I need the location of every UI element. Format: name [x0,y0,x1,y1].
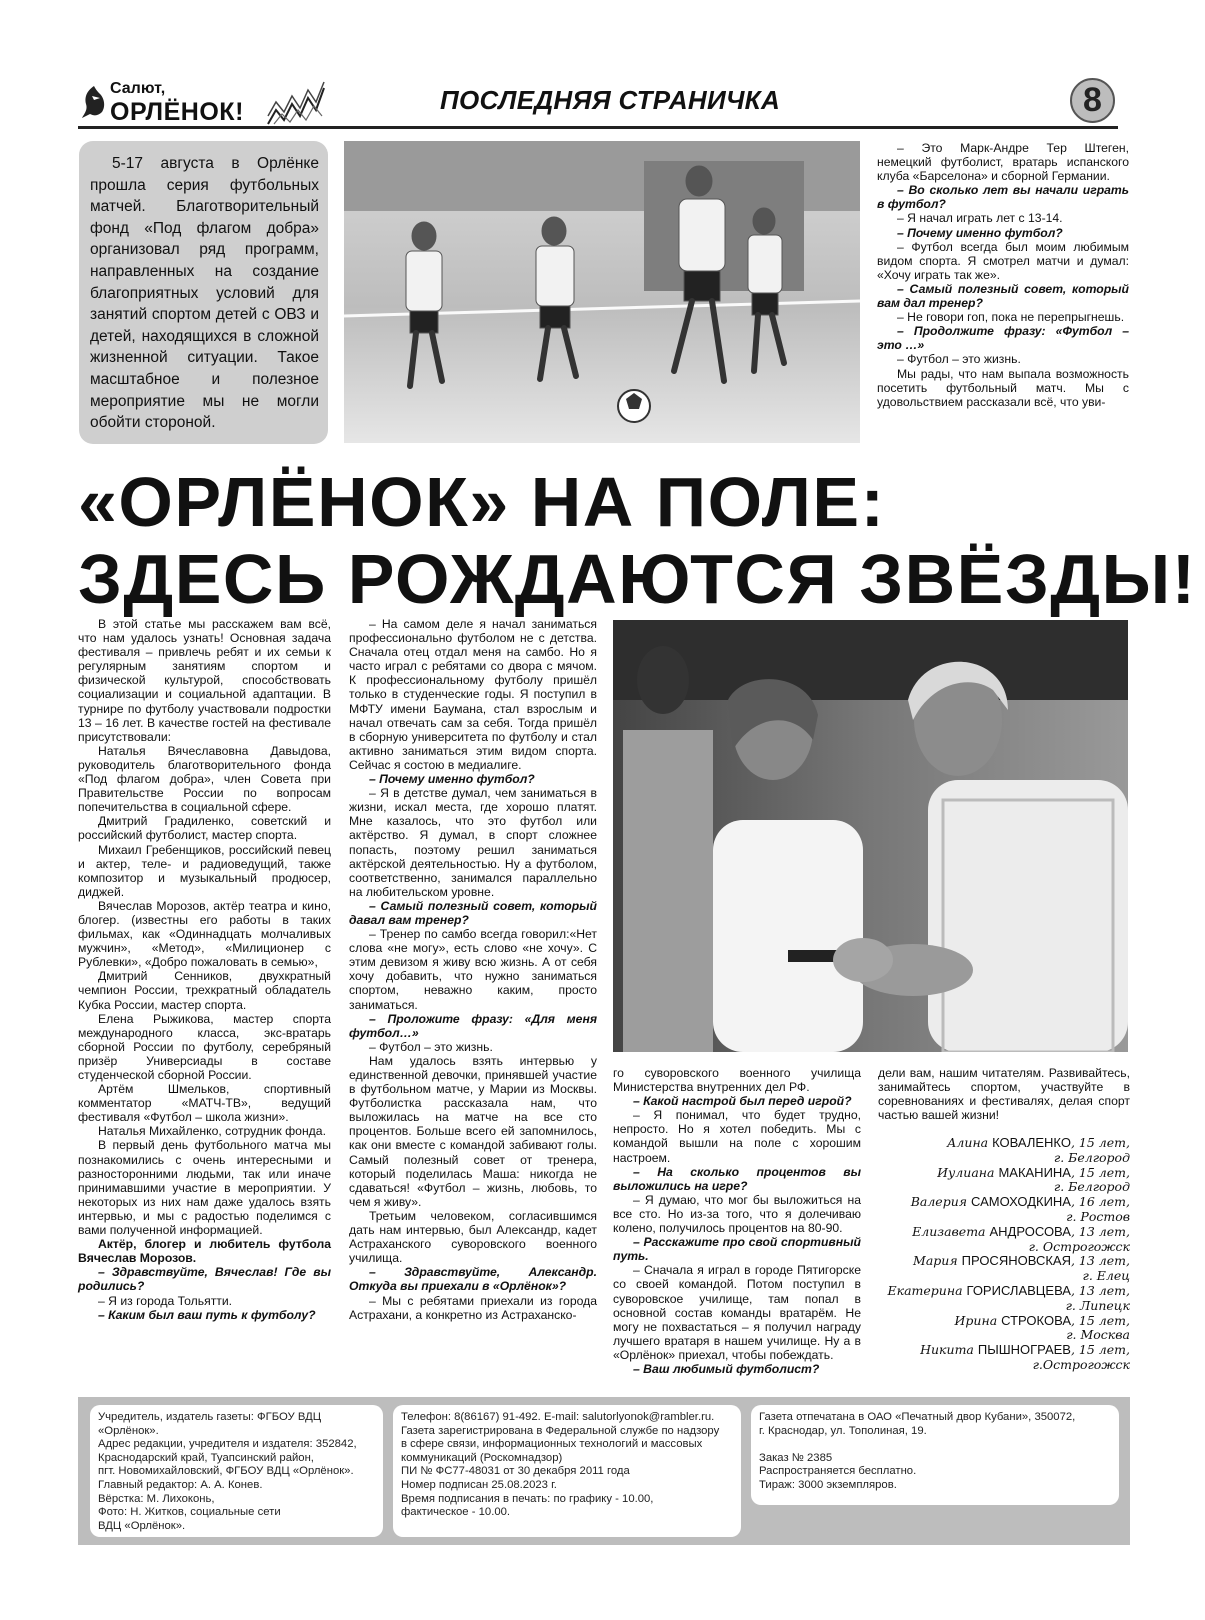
paragraph: Елена Рыжикова, мастер спорта международного класса, экс-вратарь сборной России по футболу, серебряный призёр Универсиады в составе студенческой сборной России. [78,1011,331,1082]
imprint-line: фактическое - 10.00. [401,1506,511,1519]
signature-last-name: ПРОСЯНОВСКАЯ [961,1253,1071,1269]
paragraph: – Я начал играть лет с 13-14. [897,211,1063,226]
signature-last-name: САМОХОДКИНА [971,1194,1071,1210]
signature-last-name: ПЫШНОГРАЕВ [977,1342,1071,1358]
paragraph: – Я думаю, что мог бы выложиться на все сто. Но из-за того, что я долечиваю колено, получилось процентов на 80-90. [613,1192,861,1236]
signature-first-name: Екатерина [887,1282,967,1298]
imprint-publisher [90,1405,383,1537]
eaglet-logo-icon [80,84,108,120]
column-3 [613,1066,861,1376]
column-2 [349,617,597,1322]
imprint-line: Тираж: 3000 экземпляров. [759,1478,897,1491]
paragraph: – Футбол всегда был моим любимым видом спорта. Я смотрел матчи и думал: «Хочу играть так же». [877,239,1129,282]
header-rule [78,126,1118,129]
headline-line-1: «ОРЛЁНОК» НА ПОЛЕ: [78,463,886,541]
signature-city: г. Белгород [1053,1179,1130,1195]
paragraph: – Сначала я играл в городе Пятигорске со своей командой. Потом поступил в суворовское училище, там попал в основной состав команды вратарём. Не могу не похвастаться – я получил награду лучшего вратаря в нашем училище. Ну а в «Орлёнок» приехал, чтобы побеждать. [613,1263,861,1362]
imprint-line: Газета зарегистрирована в Федеральной службе по надзору [401,1424,720,1437]
interview-question: – Почему именно футбол? [897,225,1063,240]
imprint-line: коммуникаций (Роскомнадзор) [401,1451,563,1464]
signature-city: г. Острогожск [1028,1238,1130,1254]
paragraph: – Я из города Тольятти. [98,1293,233,1308]
signature-city: г. Москва [1066,1327,1130,1343]
imprint-line: Заказ № 2385 [759,1451,833,1464]
signature-name [880,1314,1130,1329]
paragraph: – Тренер по самбо всегда говорил:«Нет слова «не могу», есть слово «не хочу». С этим девизом я живу всю жизнь. А от себя хочу добавить, что нужно заниматься спортом, неважно каким, просто заниматься. [349,927,597,1012]
imprint-line: Краснодарский край, Туапсинский район, [98,1451,314,1464]
section-title: ПОСЛЕДНЯЯ СТРАНИЧКА [439,85,781,115]
imprint-line: Адрес редакции, учредителя и издателя: 352842, [98,1438,357,1451]
column-top-right [877,141,1129,409]
page-number: 8 [1070,78,1115,123]
signature-age: , 15 лет, [1070,1164,1130,1180]
signature-first-name: Валерия [910,1194,971,1210]
paragraph: – Я понимал, что будет трудно, непросто. Но я хотел победить. Мы с командой вышли на поле с хорошим настроем. [613,1108,861,1165]
paragraph: Михаил Гребенщиков, российский певец и актер, теле- и радиоведущий, также композитор и музыкальный продюсер, диджей. [78,842,331,899]
signature-first-name: Мария [913,1253,962,1269]
signature-city: г. Липецк [1065,1297,1130,1313]
interview-question: – Каким был ваш путь к футболу? [98,1307,316,1322]
signature-city: г. Ростов [1066,1208,1130,1224]
zigzag-ornament-icon [266,80,328,126]
paragraph: – Это Марк-Андре Тер Штеген, немецкий футболист, вратарь испанского клуба «Барселона» и сборной Германии. [877,141,1129,184]
imprint-line: пгт. Новомихайловский, ФГБОУ ВДЦ «Орлёнок». [98,1465,354,1478]
signature-last-name: СТРОКОВА [1001,1312,1071,1328]
interview-question: – Здравствуйте, Вячеслав! Где вы родились? [78,1265,331,1294]
paragraph: В этой статье мы расскажем вам всё, что нам удалось узнать! Основная задача фестиваля – привлечь ребят и их семьи к регулярным занятиям спортом и физической культурой, способствовать социализации и социальной адаптации. В турнире по футболу участвовали подростки 13 – 16 лет. В качестве гостей на фестивале присутствовали: [78,617,331,744]
signature-first-name: Ирина [954,1312,1002,1328]
interview-question: – Продолжите фразу: «Футбол – это …» [877,324,1129,353]
paragraph: – Я в детстве думал, чем заниматься в жизни, искал места, где хорошо платят. Мне казалось, что это футбол или актёрство. Я думал, в спорт сложнее попасть, поэтому решил заниматься актёрской деятельностью. Ну а футболом, соответственно, занимался параллельно на любительском уровне. [349,786,597,899]
imprint-registration [393,1405,741,1537]
signature-age: , 16 лет, [1070,1194,1130,1210]
imprint-printing [751,1405,1119,1505]
signature-last-name: КОВАЛЕНКО [992,1135,1071,1150]
photo-football-match [344,141,860,443]
signature-first-name: Елизавета [912,1223,990,1239]
imprint-line: Телефон: 8(86167) 91-492. E-mail: salutorlyonok@rambler.ru. [401,1411,715,1423]
paragraph: В первый день футбольного матча мы познакомились с очень интересными и разносторонними людьми, так или иначе принимавшими участие в мероприятии. У некоторых из них нам даже удалось взять интервью, и мы с радостью поделимся с вами полученной информацией. [78,1138,331,1238]
signature-name [880,1284,1130,1299]
paragraph: Третьим человеком, согласившимся дать нам интервью, был Александр, кадет Астраханского суворовского военного училища. [349,1208,597,1266]
imprint-line: Учредитель, издатель газеты: ФГБОУ ВДЦ «Орлёнок». [98,1411,322,1437]
imprint-line: ПИ № ФС77-48031 от 30 декабря 2011 года [401,1465,630,1478]
imprint-line: Вёрстка: М. Лихоконь, [98,1492,215,1505]
imprint-line: Фото: Н. Житков, социальные сети [98,1506,281,1519]
paragraph: – Футбол – это жизнь. [369,1039,493,1054]
signature-name [880,1254,1130,1269]
signature-age: , 15 лет, [1070,1342,1130,1358]
paragraph: Мы рады, что нам выпала возможность посетить футбольный матч. Мы с удовольствием рассказали всё, что уви- [877,366,1129,409]
column-1 [78,617,331,1322]
interview-question: – Почему именно футбол? [369,772,535,787]
signature-last-name: МАКАНИНА [998,1164,1071,1180]
paragraph: Актёр, блогер и любитель футбола Вячеслав Морозов. [78,1237,331,1266]
imprint-line: Газета отпечатана в ОАО «Печатный двор Кубани», 350072, [759,1411,1076,1423]
interview-question: – Самый полезный совет, который вам дал тренер? [877,281,1129,311]
signature-age: , 13 лет, [1070,1253,1130,1269]
signature-name [880,1195,1130,1210]
intro-text: 5-17 августа в Орлёнке прошла серия футбольных матчей. Благотворительный фонд «Под флагом добра» организовал ряд программ, направленных на создание благоприятных условий для занятий спортом детей с ОВЗ и детей, находящихся в сложной жизненной ситуации. Такое масштабное и полезное мероприятие мы не могли обойти стороной. [90,155,319,432]
signature-last-name: АНДРОСОВА [989,1223,1071,1239]
paragraph: – Футбол – это жизнь. [897,352,1021,367]
paragraph: – Не говори гоп, пока не перепрыгнешь. [897,310,1125,325]
author-signatures [880,1136,1130,1373]
paragraph: Наталья Михайленко, сотрудник фонда. [98,1124,326,1139]
imprint-line: ВДЦ «Орлёнок». [98,1519,186,1532]
signature-last-name: ГОРИСЛАВЦЕВА [966,1282,1071,1298]
headline-line-2: ЗДЕСЬ РОЖДАЮТСЯ ЗВЁЗДЫ! [78,540,1197,618]
logo-line-1: Салют, [110,80,166,97]
signature-age: , 13 лет, [1070,1223,1130,1239]
paragraph: дели вам, нашим читателям. Развивайтесь, занимайтесь спортом, участвуйте в соревнованиях и фестивалях, делая спорт частью вашей жизни! [878,1066,1130,1123]
signature-first-name: Алина [946,1135,993,1150]
imprint-line: в сфере связи, информационных технологий и массовых [401,1438,703,1451]
signature-name [880,1225,1130,1240]
interview-question: – Проложите фразу: «Для меня футбол…» [349,1011,597,1040]
interview-question: – На сколько процентов вы выложились на игре? [613,1164,861,1193]
imprint-line [759,1438,1111,1452]
column-4 [878,1066,1130,1122]
imprint-line: г. Краснодар, ул. Тополиная, 19. [759,1424,927,1437]
paragraph: го суворовского военного училища Министерства внутренних дел РФ. [613,1066,861,1095]
signature-age: , 15 лет, [1070,1312,1130,1328]
imprint-line: Распространяется бесплатно. [759,1465,917,1478]
imprint-line: Время подписания в печать: по графику - 10.00, [401,1492,654,1505]
photo-handshake [613,620,1128,1052]
paragraph: Вячеслав Морозов, актёр театра и кино, блогер. (известны его работы в таких фильмах, как «Одиннадцать молчаливых мужчин», «Метод», «Милиционер с Рублевки», «Добро пожаловать в семью», [78,898,331,970]
interview-question: – Ваш любимый футболист? [633,1361,820,1376]
paragraph: – На самом деле я начал заниматься профессионально футболом не с детства. Сначала отец отдал меня на самбо. Но я часто играл с ребятами со двора с мячом. К профессиональному футболу пришёл только в студенческие годы. Я поступил в МФТУ имени Баумана, стал взрослым и начал отвечать сам за себя. Тогда пришёл в сборную университета по футболу и стал активно заниматься этим видом спорта. Сейчас я состою в медиалиге. [349,617,597,772]
imprint-line: Номер подписан 25.08.2023 г. [401,1478,557,1491]
signature-age: , 15 лет, [1070,1135,1130,1150]
signature-name [880,1166,1130,1181]
paragraph: Дмитрий Градиленко, советский и российский футболист, мастер спорта. [78,814,331,843]
paragraph: Дмитрий Сенников, двухкратный чемпион России, трехкратный обладатель Кубка России, мастер спорта. [78,969,331,1012]
paragraph: Наталья Вячеславовна Давыдова, руководитель благотворительного фонда «Под флагом добра», член Совета при Правительстве России по вопросам попечительства в социальной сфере. [78,743,331,815]
logo-line-2: ОРЛЁНОК! [110,98,244,126]
paragraph: Нам удалось взять интервью у единственной девочки, принявшей участие в футбольном матче, у Марии из Москвы. Футболистка рассказала нам, что выложилась на матче на все сто процентов. Больше всего ей запомнилось, как они вместе с командой забивают голы. Самый полезный совет от тренера, который поделилась Маша: никогда не сдаваться! «Футбол – жизнь, любовь, то чем я живу». [349,1053,597,1209]
newspaper-logo [80,78,330,132]
interview-question: – Здравствуйте, Александр. Откуда вы приехали в «Орлёнок»? [349,1265,597,1294]
interview-question: – Во сколько лет вы начали играть в футбол? [877,183,1129,212]
interview-question: – Какой настрой был перед игрой? [633,1094,852,1109]
signature-city: г.Острогожск [1032,1356,1130,1372]
signature-age: , 13 лет, [1070,1282,1130,1298]
interview-question: – Расскажите про свой спортивный путь. [613,1235,861,1264]
paragraph: Артём Шмельков, спортивный комментатор «МАТЧ-ТВ», ведущий фестиваля «Футбол – школа жизни». [78,1082,331,1125]
signature-city: г. Белгород [1053,1149,1130,1165]
interview-question: – Самый полезный совет, который давал вам тренер? [349,898,597,927]
signature-city: г. Елец [1082,1268,1130,1284]
paragraph: – Мы с ребятами приехали из города Астрахани, а конкретно из Астраханско- [349,1293,597,1322]
signature-first-name: Никита [920,1342,978,1358]
signature-name [880,1136,1130,1151]
imprint-line: Главный редактор: А. А. Конев. [98,1478,263,1491]
signature-name [880,1343,1130,1358]
signature-first-name: Иулиана [937,1164,999,1180]
